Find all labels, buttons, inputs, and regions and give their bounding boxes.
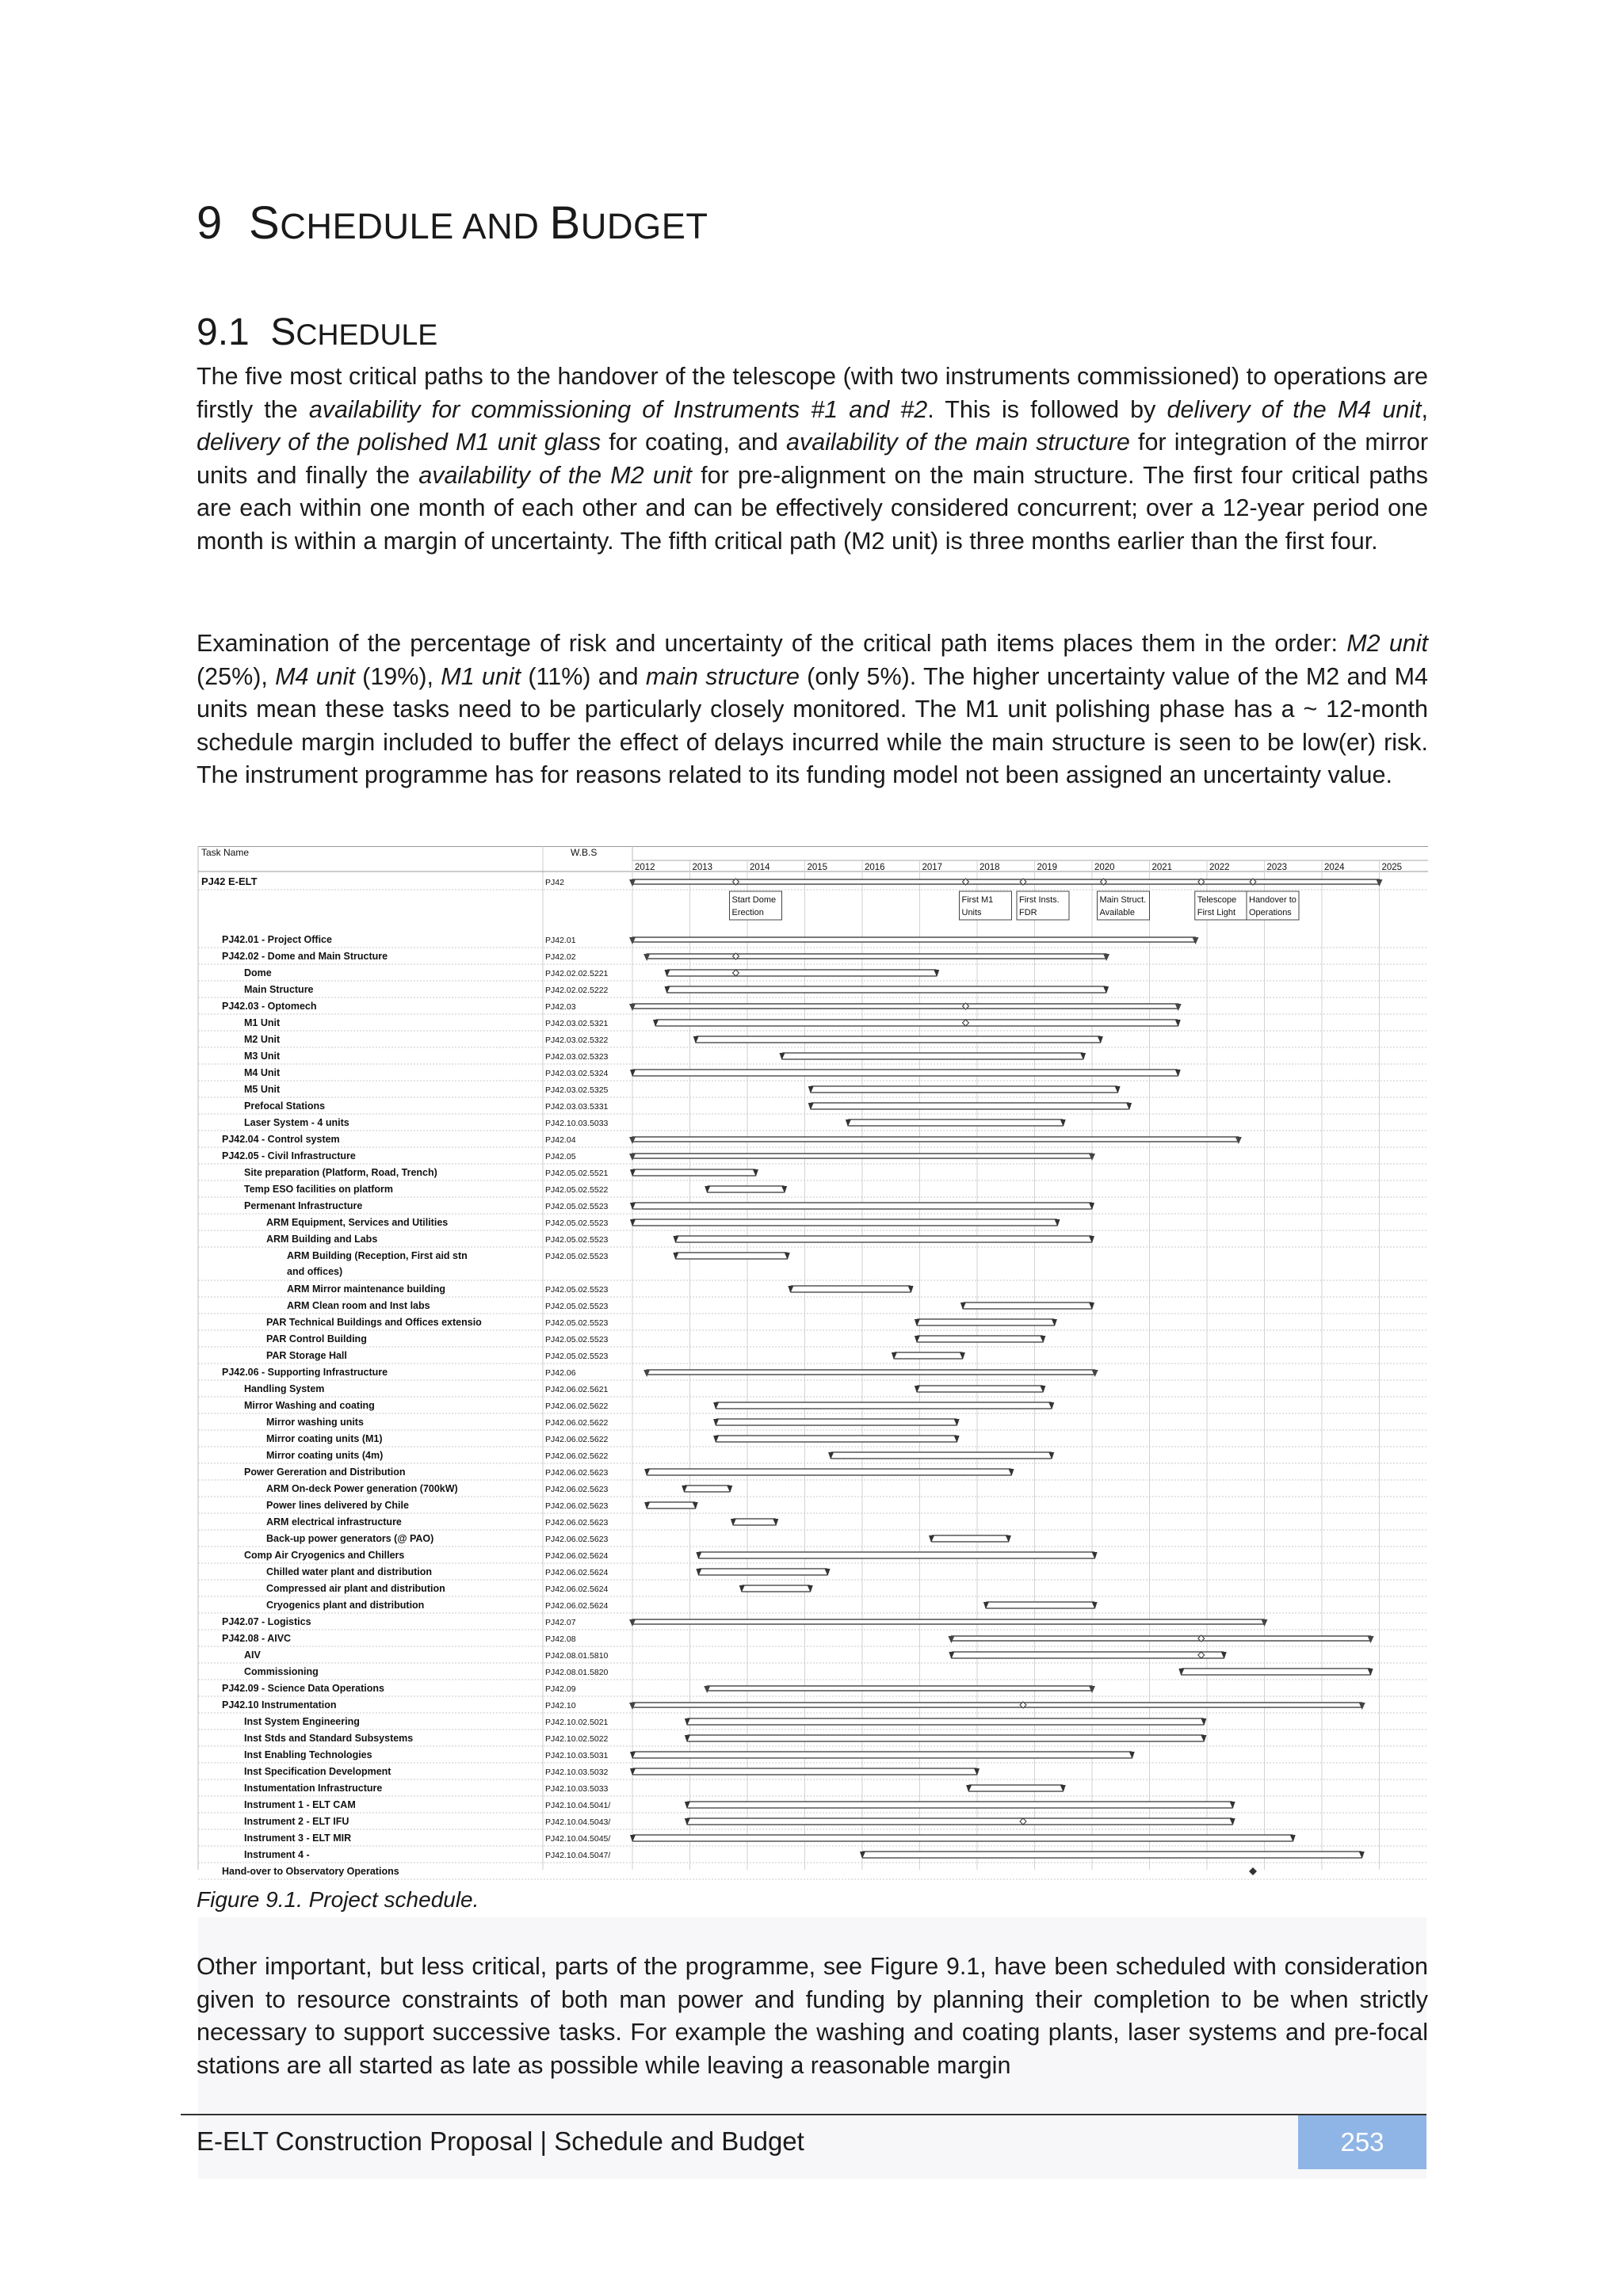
- task-name-label: Inst Stds and Standard Subsystems: [244, 1733, 414, 1744]
- task-wbs-code: PJ42.03.02.5323: [545, 1052, 609, 1062]
- project-schedule-gantt-chart: [198, 846, 1428, 1877]
- gantt-task-bar: [846, 1119, 1066, 1127]
- gantt-task-bar: [630, 1768, 980, 1775]
- gantt-task-bar: [685, 1735, 1207, 1742]
- task-name-label: Main Structure: [244, 984, 314, 995]
- task-wbs-code: PJ42.06.02.5624: [545, 1568, 609, 1577]
- task-bar-body: [675, 1236, 1092, 1242]
- task-name-label: ARM Building and Labs: [266, 1234, 378, 1245]
- task-wbs-code: PJ42.10.03.5033: [545, 1784, 609, 1794]
- task-name-label: Mirror washing units: [266, 1417, 364, 1428]
- gantt-task-bar: [665, 970, 940, 977]
- task-bar-body: [687, 1802, 1233, 1808]
- task-wbs-code: PJ42.06.02.5624: [545, 1551, 609, 1561]
- task-wbs-code: PJ42.05.02.5522: [545, 1185, 609, 1195]
- task-bar-body: [917, 1386, 1044, 1392]
- para3-run: Other important, but less critical, parts of the programme, see Figure 9.1, have been scheduled with consideration given to resource constraints of both man power and funding by planning their completion to be when strictly necessary to support successive tasks. For example the washing and coating plants, laser systems and pre-focal stations are all started as late as possible while leaving a reasonable margin: [197, 1953, 1428, 2079]
- task-bar-body: [917, 1336, 1044, 1342]
- gantt-summary-bar: [629, 1619, 1268, 1627]
- gantt-summary-bar: [629, 1703, 1365, 1710]
- task-wbs-code: PJ42.06.02.5623: [545, 1501, 609, 1511]
- gantt-task-bar: [983, 1602, 1098, 1609]
- task-wbs-code: PJ42.02.02.5222: [545, 986, 609, 995]
- gantt-summary-bar: [948, 1636, 1373, 1643]
- task-bar-body: [716, 1402, 1052, 1409]
- task-wbs-code: PJ42.06.02.5623: [545, 1485, 609, 1494]
- task-wbs-code: PJ42.07: [545, 1618, 576, 1627]
- gantt-task-bar: [705, 1186, 787, 1193]
- task-wbs-code: PJ42.05.02.5523: [545, 1318, 609, 1328]
- milestone-callout-line1: Main Struct.: [1099, 895, 1147, 905]
- gantt-task-bar: [630, 1835, 1296, 1842]
- milestone-callout-line2: Erection: [731, 908, 764, 917]
- task-wbs-code: PJ42.06: [545, 1368, 576, 1378]
- task-wbs-code: PJ42.10.02.5021: [545, 1718, 609, 1727]
- task-bar-body: [862, 1852, 1362, 1858]
- year-label-2013: 2013: [692, 863, 713, 872]
- para2-run: M2 unit: [1346, 630, 1429, 657]
- task-name-label: Handling System: [244, 1383, 325, 1394]
- task-wbs-code: PJ42.06.02.5622: [545, 1451, 609, 1461]
- task-name-label: ARM Equipment, Services and Utilities: [266, 1217, 449, 1228]
- task-bar-body: [742, 1585, 811, 1592]
- year-label-2014: 2014: [750, 863, 770, 872]
- gantt-task-bar: [960, 1302, 1094, 1310]
- summary-bar-body: [632, 879, 1380, 884]
- task-bar-body: [696, 1036, 1101, 1043]
- task-bar-body: [917, 1319, 1055, 1325]
- para2-run: (19%),: [354, 662, 441, 690]
- task-bar-body: [667, 970, 938, 976]
- task-name-label: Mirror coating units (M1): [266, 1433, 383, 1444]
- task-bar-body: [707, 1186, 785, 1192]
- task-wbs-code: PJ42.05.02.5523: [545, 1252, 609, 1261]
- task-wbs-code: PJ42.06.02.5622: [545, 1402, 609, 1411]
- task-wbs-code: PJ42.06.02.5621: [545, 1385, 609, 1394]
- task-name-label: Compressed air plant and distribution: [266, 1583, 445, 1594]
- task-name-label: PAR Control Building: [266, 1333, 367, 1344]
- para2-run: (only 5%). The higher uncertainty value of the M2 and M4 units mean these tasks need to be particularly closely monitored. The M1 unit polishing phase has a ~ 12-month schedule margin included to buffer the effect of delays incurred while the main structure is seen to be low(er) risk. The instrument programme has for reasons related to its funding model not been assigned an uncertainty value.: [197, 662, 1429, 788]
- gantt-task-bar: [788, 1286, 913, 1293]
- gantt-task-bar: [685, 1718, 1207, 1726]
- task-wbs-code: PJ42.05.02.5523: [545, 1235, 609, 1245]
- task-bar-body: [687, 1718, 1205, 1725]
- task-wbs-code: PJ42.05.02.5523: [545, 1285, 609, 1295]
- task-name-label: PJ42.09 - Science Data Operations: [222, 1683, 384, 1694]
- task-wbs-code: PJ42.06.02.5623: [545, 1518, 609, 1527]
- task-wbs-code: PJ42.03.02.5324: [545, 1069, 609, 1078]
- gantt-task-bar: [915, 1336, 1046, 1343]
- para2-run: (11%) and: [521, 662, 646, 690]
- gantt-task-bar: [1178, 1669, 1373, 1676]
- task-name-label: and offices): [287, 1266, 343, 1277]
- para1-run: The five most critical paths to the handover of the telescope (with two instruments commissioned) to operations are firstly the: [197, 363, 1428, 423]
- task-name-label: Hand-over to Observatory Operations: [222, 1866, 399, 1877]
- gantt-task-bar: [630, 1752, 1135, 1759]
- task-name-label: AIV: [244, 1650, 261, 1661]
- gantt-task-bar: [644, 1502, 698, 1509]
- gantt-task-bar: [665, 986, 1109, 994]
- milestone-callout-line1: Start Dome: [731, 895, 777, 905]
- task-bar-body: [632, 1768, 977, 1775]
- task-name-label: Mirror Washing and coating: [244, 1400, 375, 1411]
- gantt-task-bar: [915, 1319, 1057, 1326]
- gantt-task-bar: [685, 1818, 1235, 1825]
- gantt-summary-bar: [629, 1004, 1182, 1011]
- task-wbs-code: PJ42.05: [545, 1152, 576, 1161]
- milestone-callout-line2: Units: [961, 908, 982, 917]
- task-bar-body: [986, 1602, 1095, 1608]
- task-bar-body: [632, 1752, 1132, 1758]
- task-wbs-code: PJ42.10.03.5031: [545, 1751, 609, 1760]
- task-name-label: PJ42.01 - Project Office: [222, 934, 332, 945]
- gantt-summary-bar: [643, 954, 1109, 961]
- gantt-task-bar: [713, 1419, 960, 1426]
- summary-bar-body: [632, 937, 1196, 942]
- task-wbs-code: PJ42.03.02.5321: [545, 1019, 609, 1028]
- task-wbs-code: PJ42.03.03.5331: [545, 1102, 609, 1112]
- task-wbs-code: PJ42.10.04.5043/: [545, 1817, 611, 1827]
- task-wbs-code: PJ42.06.02.5623: [545, 1468, 609, 1478]
- task-bar-body: [632, 1219, 1058, 1226]
- task-bar-body: [1181, 1669, 1370, 1675]
- para1-run: delivery of the M4 unit: [1167, 395, 1422, 423]
- task-name-label: M5 Unit: [244, 1084, 281, 1095]
- year-label-2020: 2020: [1094, 863, 1115, 872]
- gantt-task-bar: [731, 1519, 778, 1526]
- task-bar-body: [632, 1203, 1092, 1209]
- summary-bar-body: [707, 1686, 1092, 1691]
- paragraph-risk-uncertainty: [197, 627, 1428, 792]
- summary-bar-body: [632, 1619, 1265, 1624]
- gantt-task-bar: [630, 1169, 758, 1177]
- task-bar-body: [632, 1070, 1178, 1076]
- task-name-label: PAR Storage Hall: [266, 1350, 347, 1361]
- para2-run: M4 unit: [275, 662, 355, 690]
- task-wbs-code: PJ42.10.04.5041/: [545, 1801, 611, 1810]
- task-name-label: ARM Mirror maintenance building: [287, 1283, 446, 1295]
- task-wbs-code: PJ42.06.02.5622: [545, 1435, 609, 1444]
- task-bar-body: [632, 1835, 1293, 1841]
- task-name-label: M2 Unit: [244, 1034, 281, 1045]
- task-name-label: PJ42.06 - Supporting Infrastructure: [222, 1367, 388, 1378]
- gantt-task-bar: [696, 1569, 830, 1576]
- gantt-task-bar: [644, 1469, 1014, 1476]
- task-bar-body: [848, 1119, 1064, 1126]
- milestone-callout-line2: First Light: [1197, 908, 1236, 917]
- para2-run: Examination of the percentage of risk and uncertainty of the critical path items places them in the order:: [197, 630, 1347, 657]
- summary-bar-body: [647, 1370, 1095, 1375]
- task-bar-body: [831, 1452, 1052, 1459]
- task-wbs-code: PJ42.05.02.5523: [545, 1202, 609, 1211]
- year-label-2012: 2012: [635, 863, 655, 872]
- task-name-label: PJ42.04 - Control system: [222, 1134, 340, 1145]
- task-name-label: Comp Air Cryogenics and Chillers: [244, 1550, 405, 1561]
- task-name-label: Permenant Infrastructure: [244, 1200, 363, 1211]
- task-wbs-code: PJ42.05.02.5523: [545, 1352, 609, 1361]
- task-bar-body: [811, 1086, 1118, 1093]
- gantt-task-bar: [949, 1652, 1226, 1659]
- task-wbs-code: PJ42.08.01.5810: [545, 1651, 609, 1661]
- task-name-label: Temp ESO facilities on platform: [244, 1184, 393, 1195]
- task-name-label: Inst System Engineering: [244, 1716, 360, 1727]
- task-name-label: ARM Building (Reception, First aid stn: [287, 1250, 468, 1261]
- gantt-task-bar: [713, 1436, 960, 1443]
- gantt-task-bar: [808, 1086, 1121, 1093]
- task-wbs-code: PJ42.03.02.5322: [545, 1035, 609, 1045]
- gantt-task-bar: [860, 1852, 1365, 1859]
- footer-title: E-ELT Construction Proposal | Schedule and Budget: [197, 2126, 804, 2156]
- task-bar-body: [647, 1502, 696, 1508]
- task-name-label: Power Gereration and Distribution: [244, 1466, 406, 1478]
- milestone-callout-line2: Operations: [1249, 908, 1292, 917]
- summary-bar-body: [632, 1703, 1362, 1707]
- paragraph-critical-paths: [197, 360, 1428, 558]
- task-wbs-code: PJ42.05.02.5523: [545, 1335, 609, 1344]
- summary-bar-body: [647, 954, 1106, 959]
- milestone-callout-line1: Telescope: [1197, 895, 1237, 905]
- task-name-label: Mirror coating units (4m): [266, 1450, 384, 1461]
- section-heading: 9.1 SCHEDULE: [197, 311, 438, 353]
- task-wbs-code: PJ42.06.02.5622: [545, 1418, 609, 1428]
- task-name-label: PAR Technical Buildings and Offices extensio: [266, 1317, 482, 1328]
- gantt-task-bar: [808, 1103, 1132, 1110]
- task-bar-body: [716, 1436, 957, 1442]
- task-wbs-code: PJ42.02.02.5221: [545, 969, 609, 978]
- task-bar-body: [782, 1053, 1084, 1059]
- task-wbs-code: PJ42.06.02.5624: [545, 1601, 609, 1611]
- task-bar-body: [687, 1735, 1205, 1741]
- task-wbs-code: PJ42.10: [545, 1701, 576, 1711]
- year-label-2025: 2025: [1381, 863, 1403, 872]
- gantt-task-bar: [673, 1253, 789, 1260]
- gantt-task-bar: [653, 1020, 1181, 1027]
- task-name-label: ARM On-deck Power generation (700kW): [266, 1483, 458, 1494]
- gantt-summary-bar: [704, 1686, 1095, 1693]
- gantt-task-bar: [630, 1219, 1060, 1226]
- task-bar-body: [698, 1569, 827, 1575]
- year-label-2015: 2015: [807, 863, 828, 872]
- footer-rule: [181, 2114, 1426, 2115]
- task-name-label: ARM Clean room and Inst labs: [287, 1300, 430, 1311]
- task-name-label: Instrument 1 - ELT CAM: [244, 1799, 356, 1810]
- task-bar-body: [698, 1552, 1094, 1558]
- milestone-callout-line1: First M1: [961, 895, 994, 905]
- page-number: 253: [1298, 2115, 1426, 2169]
- task-name-label: Dome: [244, 967, 272, 978]
- para1-run: . This is followed by: [927, 395, 1167, 423]
- task-name-label: PJ42.03 - Optomech: [222, 1001, 317, 1012]
- milestone-callout-line2: FDR: [1019, 908, 1037, 917]
- task-wbs-code: PJ42.08: [545, 1634, 576, 1644]
- para2-run: M1 unit: [441, 662, 521, 690]
- task-bar-body: [790, 1286, 911, 1292]
- gantt-task-bar: [892, 1352, 965, 1360]
- para1-run: availability for commissioning of Instruments #1 and #2: [308, 395, 928, 423]
- task-wbs-code: PJ42.04: [545, 1135, 576, 1145]
- task-bar-body: [675, 1253, 787, 1259]
- task-name-header: Task Name: [201, 847, 250, 858]
- para1-run: availability of the main structure: [785, 429, 1130, 456]
- gantt-task-bar: [739, 1585, 813, 1592]
- task-name-label: PJ42.05 - Civil Infrastructure: [222, 1150, 356, 1161]
- gantt-task-bar: [929, 1535, 1011, 1543]
- task-wbs-code: PJ42.10.04.5045/: [545, 1834, 611, 1844]
- para1-run: for coating, and: [601, 429, 786, 456]
- task-name-label: Cryogenics plant and distribution: [266, 1600, 425, 1611]
- para1-run: ,: [1421, 395, 1428, 423]
- task-wbs-code: PJ42.03: [545, 1002, 576, 1012]
- task-bar-body: [931, 1535, 1009, 1542]
- para2-run: main structure: [645, 662, 800, 690]
- gantt-task-bar: [673, 1236, 1094, 1243]
- task-name-label: Inst Enabling Technologies: [244, 1749, 372, 1760]
- task-name-label: M3 Unit: [244, 1051, 281, 1062]
- paragraph-other-parts: [197, 1951, 1428, 2082]
- task-bar-body: [684, 1486, 730, 1492]
- task-bar-body: [951, 1652, 1224, 1658]
- task-wbs-code: PJ42.05.02.5523: [545, 1302, 609, 1311]
- gantt-task-bar: [713, 1402, 1054, 1409]
- milestone-callout-line2: Available: [1099, 908, 1135, 917]
- task-wbs-code: PJ42: [545, 878, 564, 887]
- summary-bar-body: [632, 1137, 1239, 1142]
- chapter-heading: 9 SCHEDULE AND BUDGET: [197, 197, 708, 249]
- task-wbs-code: PJ42.10.04.5047/: [545, 1851, 611, 1860]
- task-name-label: PJ42.02 - Dome and Main Structure: [222, 951, 388, 962]
- task-wbs-code: PJ42.10.02.5022: [545, 1734, 609, 1744]
- task-wbs-code: PJ42.08.01.5820: [545, 1668, 609, 1677]
- milestone-callout-line1: Handover to: [1249, 895, 1296, 905]
- year-label-2022: 2022: [1209, 863, 1230, 872]
- summary-bar-body: [951, 1636, 1370, 1641]
- task-wbs-code: PJ42.06.02.5624: [545, 1585, 609, 1594]
- task-bar-body: [733, 1519, 776, 1525]
- gantt-task-bar: [693, 1036, 1103, 1043]
- task-bar-body: [687, 1818, 1233, 1825]
- task-name-label: PJ42.10 Instrumentation: [222, 1699, 337, 1711]
- task-name-label: Chilled water plant and distribution: [266, 1566, 433, 1577]
- task-bar-body: [632, 1169, 756, 1176]
- task-wbs-code: PJ42.10.03.5032: [545, 1768, 609, 1777]
- gantt-summary-bar: [643, 1370, 1098, 1377]
- gantt-task-bar: [915, 1386, 1046, 1393]
- task-name-label: M4 Unit: [244, 1067, 281, 1078]
- task-name-label: Power lines delivered by Chile: [266, 1500, 409, 1511]
- task-wbs-code: PJ42.06.02.5623: [545, 1535, 609, 1544]
- year-label-2018: 2018: [980, 863, 1000, 872]
- para1-run: for integration of the mirror units and finally the: [197, 429, 1429, 489]
- task-name-label: Instumentation Infrastructure: [244, 1783, 383, 1794]
- task-name-label: PJ42.08 - AIVC: [222, 1633, 292, 1644]
- task-name-label: Site preparation (Platform, Road, Trench): [244, 1167, 437, 1178]
- task-bar-body: [894, 1352, 963, 1359]
- summary-bar-body: [632, 1154, 1092, 1158]
- task-name-label: PJ42.07 - Logistics: [222, 1616, 311, 1627]
- task-name-label: Back-up power generators (@ PAO): [266, 1533, 434, 1544]
- para1-run: for pre-alignment on the main structure. The first four critical paths are each within one month of each other and can be effectively considered concurrent; over a 12-year period one month is within a margin of uncertainty. The fifth critical path (M2 unit) is three months earlier than the first four.: [197, 461, 1428, 555]
- task-name-label: Instrument 4 -: [244, 1849, 310, 1860]
- gantt-task-bar: [682, 1486, 732, 1493]
- task-name-label: Instrument 2 - ELT IFU: [244, 1816, 349, 1827]
- task-name-label: Laser System - 4 units: [244, 1117, 349, 1128]
- task-bar-body: [963, 1302, 1092, 1309]
- year-label-2019: 2019: [1037, 863, 1058, 872]
- task-wbs-code: PJ42.01: [545, 936, 576, 945]
- task-wbs-code: PJ42.05.02.5521: [545, 1169, 609, 1178]
- task-bar-body: [811, 1103, 1129, 1109]
- gantt-task-bar: [780, 1053, 1086, 1060]
- gantt-task-bar: [630, 1203, 1094, 1210]
- gantt-task-bar: [630, 1070, 1181, 1077]
- task-wbs-code: PJ42.03.02.5325: [545, 1085, 609, 1095]
- task-name-label: Instrument 3 - ELT MIR: [244, 1833, 352, 1844]
- task-name-label: Commissioning: [244, 1666, 319, 1677]
- year-label-2023: 2023: [1266, 863, 1288, 872]
- task-name-label: ARM electrical infrastructure: [266, 1516, 402, 1527]
- para1-run: availability of the M2 unit: [418, 461, 692, 489]
- year-label-2016: 2016: [865, 863, 885, 872]
- year-label-2021: 2021: [1151, 863, 1173, 872]
- task-wbs-code: PJ42.10.03.5033: [545, 1119, 609, 1128]
- gantt-task-bar: [966, 1785, 1066, 1792]
- task-bar-body: [716, 1419, 957, 1425]
- task-name-label: Inst Specification Development: [244, 1766, 391, 1777]
- task-wbs-code: PJ42.09: [545, 1684, 576, 1694]
- task-bar-body: [667, 986, 1107, 993]
- gantt-summary-bar: [629, 879, 1383, 887]
- gantt-task-bar: [696, 1552, 1097, 1559]
- summary-bar-body: [632, 1004, 1178, 1009]
- para2-run: (25%),: [197, 662, 276, 690]
- milestone-callout-line1: First Insts.: [1019, 895, 1060, 905]
- wbs-header: W.B.S: [571, 847, 598, 858]
- task-name-label: M1 Unit: [244, 1017, 281, 1028]
- para1-run: delivery of the polished M1 unit glass: [197, 429, 601, 456]
- gantt-task-bar: [828, 1452, 1054, 1459]
- task-wbs-code: PJ42.02: [545, 952, 576, 962]
- task-bar-body: [647, 1469, 1011, 1475]
- task-name-label: Prefocal Stations: [244, 1100, 326, 1112]
- task-bar-body: [968, 1785, 1064, 1791]
- task-name-label: PJ42 E-ELT: [201, 875, 258, 887]
- year-label-2024: 2024: [1324, 863, 1345, 872]
- gantt-task-bar: [685, 1802, 1235, 1809]
- task-wbs-code: PJ42.05.02.5523: [545, 1219, 609, 1228]
- gantt-summary-bar: [629, 937, 1199, 944]
- handover-milestone-diamond: [1249, 1867, 1257, 1875]
- task-bar-body: [655, 1020, 1178, 1026]
- year-label-2017: 2017: [922, 863, 943, 872]
- figure-caption: Figure 9.1. Project schedule.: [197, 1887, 479, 1912]
